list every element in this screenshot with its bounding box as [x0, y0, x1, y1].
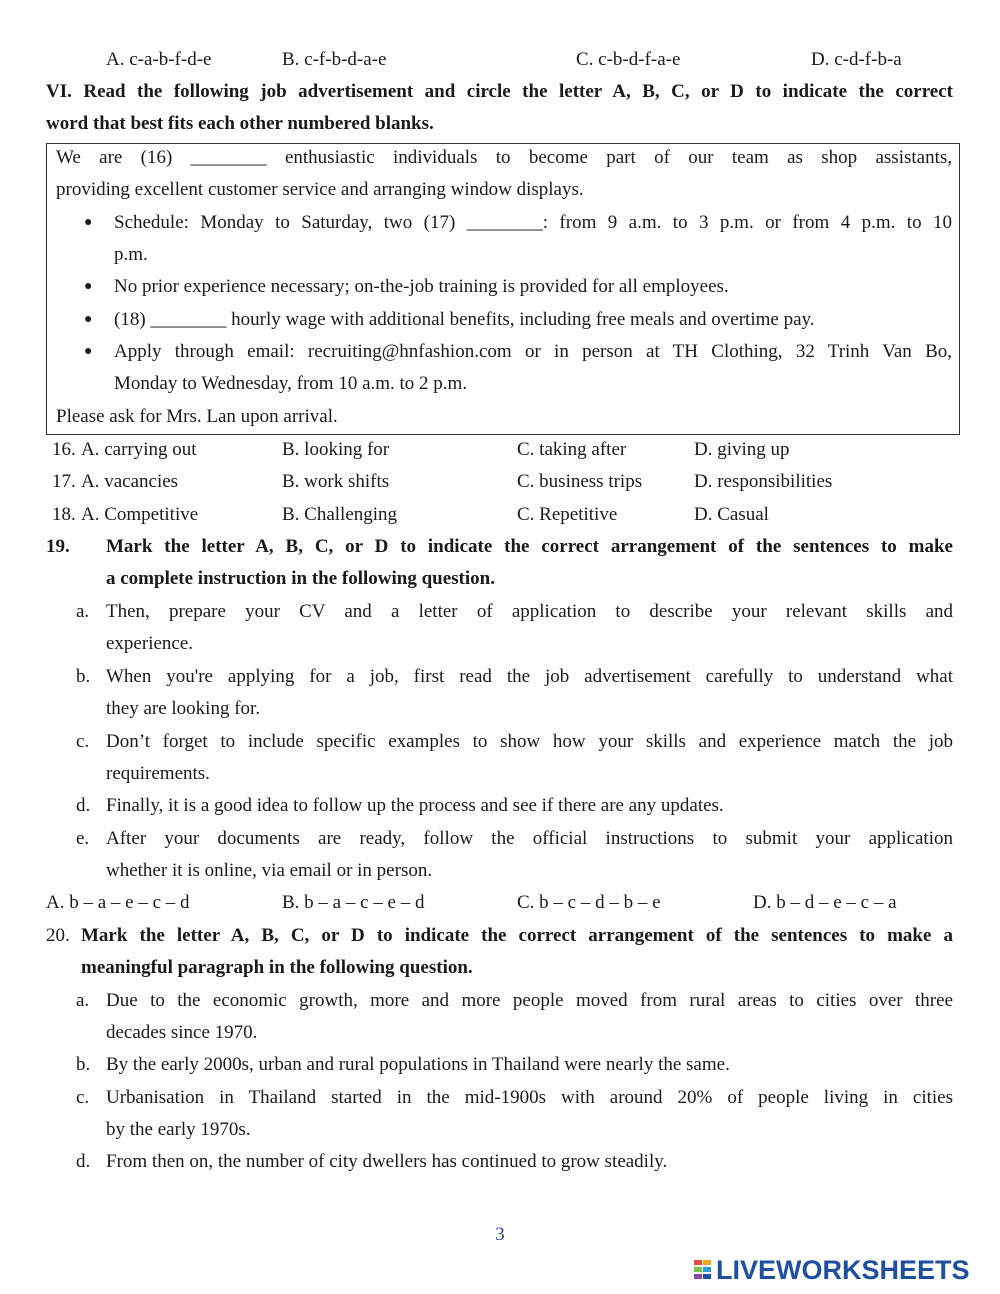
- ad-bullet1-line2: p.m.: [114, 244, 148, 265]
- page-number: 3: [495, 1224, 505, 1245]
- q17-option-c[interactable]: C. business trips: [517, 471, 643, 492]
- q19-item-letter: e.: [76, 828, 90, 849]
- q20-item-b-line1: By the early 2000s, urban and rural populations in Thailand were nearly the same.: [106, 1054, 730, 1075]
- q16-option-d[interactable]: D. giving up: [694, 439, 790, 460]
- liveworksheets-logo-text: LIVEWORKSHEETS: [716, 1255, 970, 1285]
- liveworksheets-logo-icon: [694, 1260, 712, 1280]
- ad-intro-line2: providing excellent customer service and arranging window displays.: [56, 179, 584, 200]
- q17-option-d[interactable]: D. responsibilities: [694, 471, 833, 492]
- q19-option-d[interactable]: D. b – d – e – c – a: [753, 892, 897, 913]
- q17-option-a[interactable]: A. vacancies: [81, 471, 179, 492]
- bullet-icon: ●: [84, 312, 93, 327]
- q19-option-a[interactable]: A. b – a – e – c – d: [46, 892, 190, 913]
- q19-item-a-line2: experience.: [106, 633, 194, 654]
- q19-item-e-line1: After your documents are ready, follow the official instructions to submit your application: [106, 828, 953, 849]
- q20-item-d-line1: From then on, the number of city dwellers has continued to grow steadily.: [106, 1151, 668, 1172]
- top-option-c[interactable]: C. c-b-d-f-a-e: [576, 49, 681, 70]
- q20-heading-line1: Mark the letter A, B, C, or D to indicate the correct arrangement of the sentences to make a: [81, 925, 953, 946]
- q18-option-a[interactable]: A. Competitive: [81, 504, 199, 525]
- q18-option-c[interactable]: C. Repetitive: [517, 504, 618, 525]
- q20-item-letter: c.: [76, 1087, 90, 1108]
- q20-item-a-line2: decades since 1970.: [106, 1022, 258, 1043]
- q19-item-c-line2: requirements.: [106, 763, 210, 784]
- q19-option-c[interactable]: C. b – c – d – b – e: [517, 892, 661, 913]
- q20-number: 20.: [46, 925, 70, 946]
- bullet-icon: ●: [84, 344, 93, 359]
- q20-item-c-line2: by the early 1970s.: [106, 1119, 251, 1140]
- q19-item-d-line1: Finally, it is a good idea to follow up the process and see if there are any updates.: [106, 795, 724, 816]
- question-number: 16.: [52, 439, 76, 460]
- q19-item-letter: c.: [76, 731, 90, 752]
- bullet-icon: ●: [84, 279, 93, 294]
- top-option-a[interactable]: A. c-a-b-f-d-e: [106, 49, 212, 70]
- q19-item-e-line2: whether it is online, via email or in person.: [106, 860, 433, 881]
- ad-intro-line1: We are (16) ________ enthusiastic individuals to become part of our team as shop assistants,: [56, 147, 952, 168]
- question-number: 18.: [52, 504, 76, 525]
- q19-item-letter: a.: [76, 601, 90, 622]
- q20-item-letter: b.: [76, 1054, 91, 1075]
- question-number: 17.: [52, 471, 76, 492]
- q19-option-b[interactable]: B. b – a – c – e – d: [282, 892, 425, 913]
- q18-option-d[interactable]: D. Casual: [694, 504, 769, 525]
- ad-closing: Please ask for Mrs. Lan upon arrival.: [56, 406, 338, 427]
- section-6-heading-line1: VI. Read the following job advertisement and circle the letter A, B, C, or D to indicate the correct: [46, 81, 953, 102]
- q16-option-b[interactable]: B. looking for: [282, 439, 390, 460]
- q18-option-b[interactable]: B. Challenging: [282, 504, 398, 525]
- q20-item-letter: a.: [76, 990, 90, 1011]
- q16-option-a[interactable]: A. carrying out: [81, 439, 197, 460]
- q19-item-b-line1: When you're applying for a job, first read the job advertisement carefully to understand what: [106, 666, 953, 687]
- ad-bullet1-line1: Schedule: Monday to Saturday, two (17) ________: from 9 a.m. to 3 p.m. or from 4 p.m. to 10: [114, 212, 952, 233]
- q20-heading-line2: meaningful paragraph in the following question.: [81, 957, 473, 978]
- q16-option-c[interactable]: C. taking after: [517, 439, 627, 460]
- q20-item-a-line1: Due to the economic growth, more and more people moved from rural areas to cities over three: [106, 990, 953, 1011]
- q19-item-b-line2: they are looking for.: [106, 698, 261, 719]
- q19-number: 19.: [46, 536, 70, 557]
- q20-item-letter: d.: [76, 1151, 91, 1172]
- q19-item-c-line1: Don’t forget to include specific examples to show how your skills and experience match the job: [106, 731, 953, 752]
- q19-heading-line2: a complete instruction in the following question.: [106, 568, 495, 589]
- section-6-heading-line2: word that best fits each other numbered blanks.: [46, 113, 434, 134]
- top-option-b[interactable]: B. c-f-b-d-a-e: [282, 49, 387, 70]
- liveworksheets-logo[interactable]: [694, 1254, 990, 1286]
- ad-bullet3: (18) ________ hourly wage with additional benefits, including free meals and overtime pay.: [114, 309, 815, 330]
- q20-item-c-line1: Urbanisation in Thailand started in the mid-1900s with around 20% of people living in cities: [106, 1087, 953, 1108]
- q19-item-a-line1: Then, prepare your CV and a letter of application to describe your relevant skills and: [106, 601, 953, 622]
- q19-item-letter: d.: [76, 795, 91, 816]
- q17-option-b[interactable]: B. work shifts: [282, 471, 390, 492]
- q19-item-letter: b.: [76, 666, 91, 687]
- q19-heading-line1: Mark the letter A, B, C, or D to indicate the correct arrangement of the sentences to make: [106, 536, 953, 557]
- ad-bullet2: No prior experience necessary; on-the-job training is provided for all employees.: [114, 276, 729, 297]
- bullet-icon: ●: [84, 215, 93, 230]
- ad-bullet4-line1: Apply through email: recruiting@hnfashion.com or in person at TH Clothing, 32 Trinh Van Bo,: [114, 341, 952, 362]
- ad-bullet4-line2: Monday to Wednesday, from 10 a.m. to 2 p.m.: [114, 373, 468, 394]
- top-option-d[interactable]: D. c-d-f-b-a: [811, 49, 902, 70]
